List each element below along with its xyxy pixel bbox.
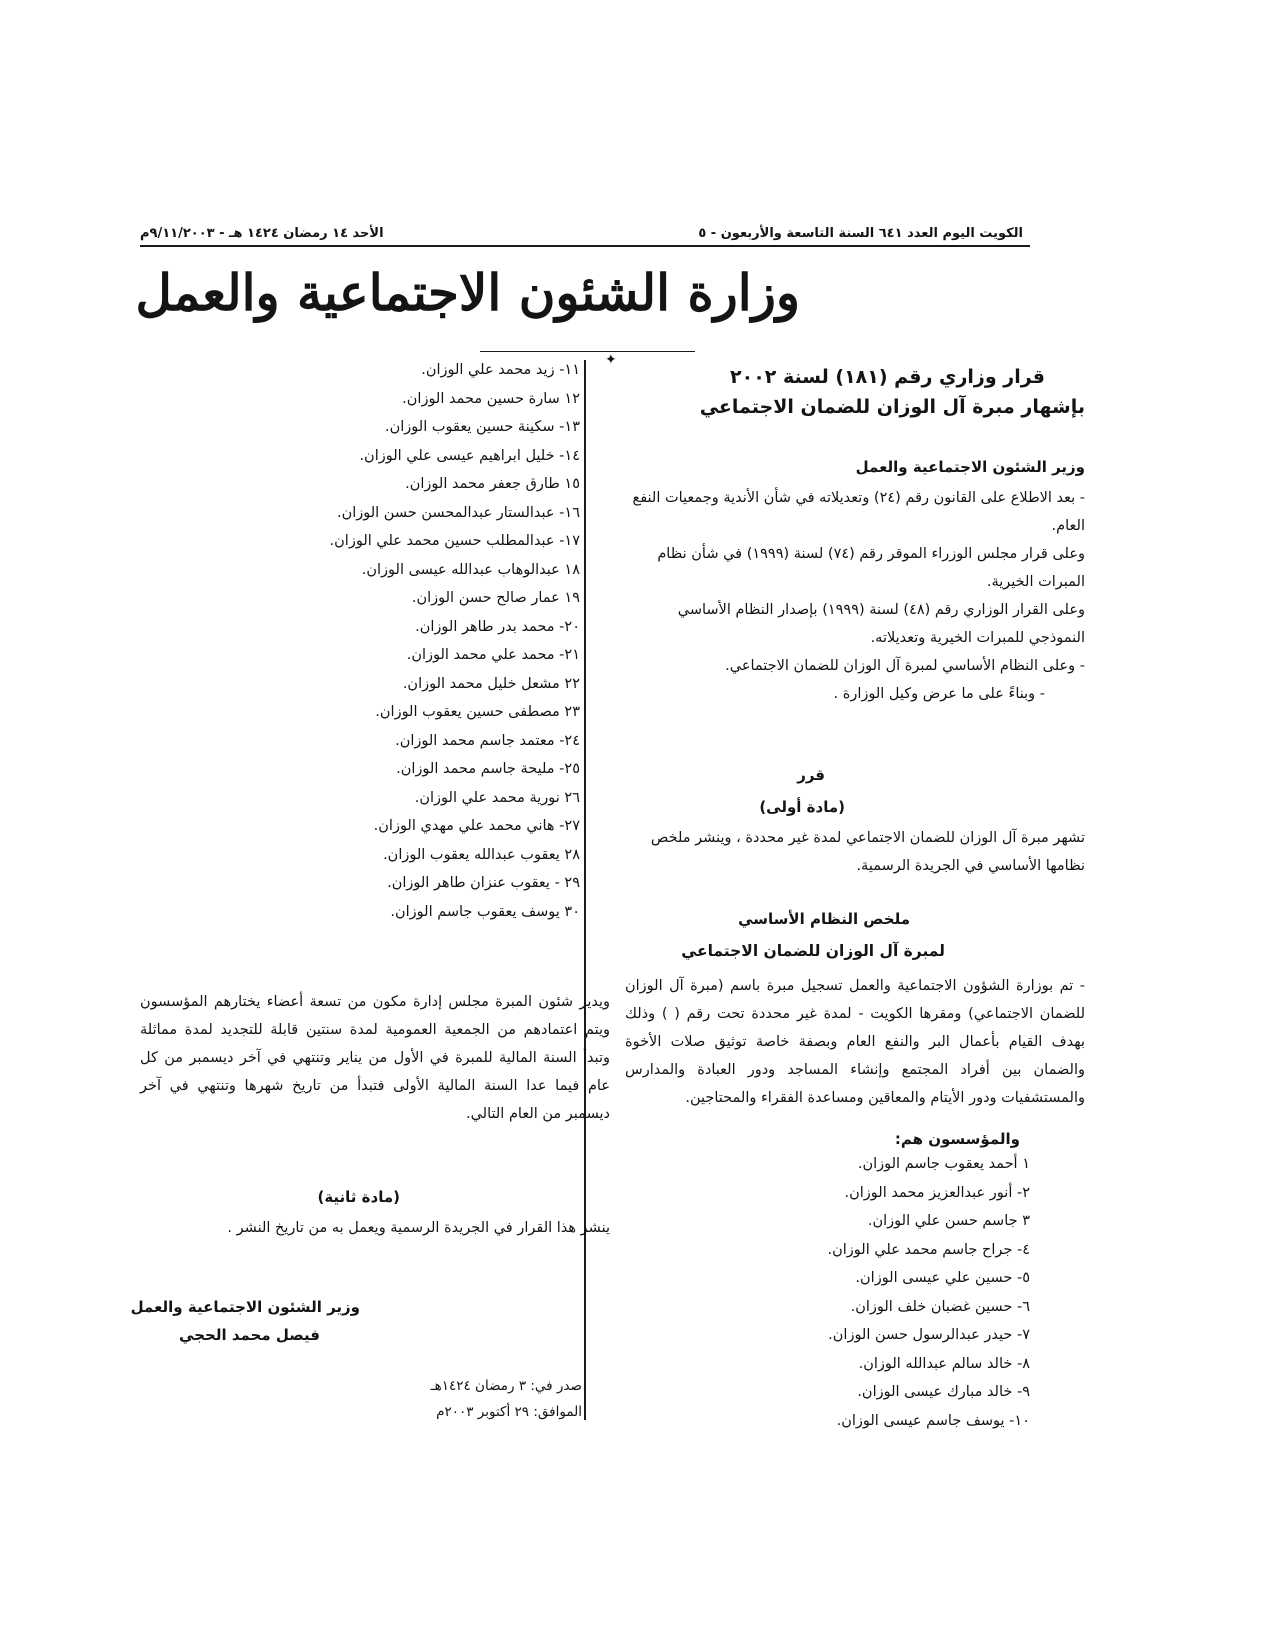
- decided-heading: قرر: [797, 766, 825, 784]
- list-item: ٢١- محمد علي محمد الوزان.: [406, 647, 580, 663]
- list-item: ٥- حسين علي عيسى الوزان.: [855, 1270, 1030, 1286]
- list-item: ٢٥- مليحة جاسم محمد الوزان.: [396, 761, 580, 777]
- list-item: ٢٦ نورية محمد علي الوزان.: [414, 789, 580, 806]
- preamble-item: وعلى قرار مجلس الوزراء الموقر رقم (٧٤) لسنة (١٩٩٩) في شأن نظام المبرات الخيرية.: [657, 546, 1085, 590]
- decree-issuer: وزير الشئون الاجتماعية والعمل: [855, 458, 1085, 476]
- list-item: ٣٠ يوسف يعقوب جاسم الوزان.: [390, 903, 580, 920]
- list-item: ٢- أنور عبدالعزيز محمد الوزان.: [844, 1184, 1030, 1201]
- article1-title: (مادة أولى): [759, 798, 845, 816]
- preamble-item: - بعد الاطلاع على القانون رقم (٢٤) وتعديلاته في شأن الأندية وجمعيات النفع العام.: [632, 490, 1085, 534]
- preamble-item: - وعلى النظام الأساسي لمبرة آل الوزان للضمان الاجتماعي.: [725, 658, 1085, 674]
- article2-title: (مادة ثانية): [317, 1188, 400, 1206]
- list-item: ١١- زيد محمد علي الوزان.: [421, 362, 580, 378]
- section-title: وزارة الشئون الاجتماعية والعمل: [135, 263, 800, 322]
- list-item: ٢٤- معتمد جاسم محمد الوزان.: [395, 732, 580, 749]
- issued-date-hijri: صدر في: ٣ رمضان ١٤٢٤هـ: [430, 1378, 582, 1394]
- header-issue-info: الكويت اليوم العدد ٦٤١ السنة التاسعة والأربعون - ٥: [698, 226, 1023, 241]
- issued-date-gregorian: الموافق: ٢٩ أكتوبر ٢٠٠٣م: [436, 1404, 582, 1420]
- list-item: ١٤- خليل ابراهيم عيسى علي الوزان.: [359, 447, 580, 464]
- list-item: ١٠- يوسف جاسم عيسى الوزان.: [836, 1412, 1030, 1429]
- list-item: ٢٢ مشعل خليل محمد الوزان.: [402, 675, 580, 692]
- header-rule: [140, 245, 1030, 247]
- summary-subtitle: لمبرة آل الوزان للضمان الاجتماعي: [681, 942, 945, 960]
- list-item: ١٦- عبدالستار عبدالمحسن حسن الوزان.: [336, 504, 580, 521]
- list-item: ٢٩ - يعقوب عنزان طاهر الوزان.: [387, 875, 580, 891]
- decree-title-line2: بإشهار مبرة آل الوزان للضمان الاجتماعي: [699, 396, 1085, 418]
- preamble-item: - وبناءً على ما عرض وكيل الوزارة .: [833, 686, 1045, 702]
- list-item: ٢٣ مصطفى حسين يعقوب الوزان.: [375, 704, 580, 720]
- management-text: ويدير شئون المبرة مجلس إدارة مكون من تسعة أعضاء يختارهم المؤسسون ويتم اعتمادهم من الجمعية العمومية لمدة سنتين قابلة للتجديد لمدة مماثلة وتبدأ السنة المالية للمبرة في الأول من يناير وتنتهي في آخر ديسمبر من كل عام فيما عدا السنة المالية الأولى فتبدأ من تاريخ شهرها وتنتهي في آخر ديسمبر من العام التالي.: [140, 994, 610, 1122]
- preamble-item: وعلى القرار الوزاري رقم (٤٨) لسنة (١٩٩٩) بإصدار النظام الأساسي النموذجي للمبرات الخيرية وتعديلاته.: [677, 602, 1085, 646]
- list-item: ٦- حسين غضبان خلف الوزان.: [850, 1298, 1030, 1315]
- decree-title-line1: قرار وزاري رقم (١٨١) لسنة ٢٠٠٢: [730, 366, 1045, 388]
- list-item: ٢٧- هاني محمد علي مهدي الوزان.: [373, 818, 580, 834]
- header-date: الأحد ١٤ رمضان ١٤٢٤ هـ - ٩/١١/٢٠٠٣م: [140, 226, 384, 241]
- list-item: ١٧- عبدالمطلب حسين محمد علي الوزان.: [329, 533, 580, 549]
- list-item: ٩- خالد مبارك عيسى الوزان.: [857, 1384, 1030, 1400]
- list-item: ٨- خالد سالم عبدالله الوزان.: [858, 1355, 1030, 1372]
- list-item: ٤- جراح جاسم محمد علي الوزان.: [827, 1241, 1030, 1258]
- list-item: ١٣- سكينة حسين يعقوب الوزان.: [385, 419, 580, 435]
- founders-list-2: [280, 362, 580, 932]
- list-item: ٧- حيدر عبدالرسول حسن الوزان.: [828, 1327, 1030, 1343]
- list-item: ٣ جاسم حسن علي الوزان.: [867, 1213, 1030, 1229]
- ornament-icon: ✦: [605, 352, 617, 368]
- list-item: ١٨ عبدالوهاب عبدالله عيسى الوزان.: [361, 561, 580, 578]
- summary-title: ملخص النظام الأساسي: [738, 910, 910, 928]
- summary-text: - تم بوزارة الشؤون الاجتماعية والعمل تسجيل مبرة باسم (مبرة آل الوزان للضمان الاجتماعي) ومقرها الكويت - لمدة غير محددة تحت رقم ( ) وذلك بهدف القيام بأعمال البر والنفع العام وبصفة خاصة توثيق صلات الأخوة والضمان بين أفراد المجتمع وإنشاء المساجد ودور العبادة والمدارس والمستشفيات ودور الأيتام والمعاقين ومساعدة الفقراء والمحتاجين.: [625, 978, 1085, 1106]
- list-item: ١٥ طارق جعفر محمد الوزان.: [405, 476, 580, 492]
- founders-list-1: [760, 1156, 1030, 1441]
- column-divider: [584, 360, 586, 1420]
- decree-preamble: [625, 484, 1085, 708]
- decree-title: [625, 362, 1085, 422]
- list-item: ١٩ عمار صالح حسن الوزان.: [411, 590, 580, 606]
- signatory-name: فيصل محمد الحجي: [179, 1326, 320, 1344]
- list-item: ١ أحمد يعقوب جاسم الوزان.: [857, 1156, 1030, 1172]
- founders-title: والمؤسسون هم:: [894, 1130, 1020, 1148]
- signatory-title: وزير الشئون الاجتماعية والعمل: [130, 1298, 360, 1316]
- article1-text: تشهر مبرة آل الوزان للضمان الاجتماعي لمدة غير محددة ، وينشر ملخص نظامها الأساسي في الجريدة الرسمية.: [650, 830, 1085, 874]
- list-item: ٢٠- محمد بدر طاهر الوزان.: [415, 618, 580, 635]
- title-underline: [480, 351, 695, 352]
- list-item: ٢٨ يعقوب عبدالله يعقوب الوزان.: [383, 846, 580, 863]
- list-item: ١٢ سارة حسين محمد الوزان.: [402, 390, 580, 407]
- article2-text: ينشر هذا القرار في الجريدة الرسمية ويعمل به من تاريخ النشر .: [227, 1220, 610, 1236]
